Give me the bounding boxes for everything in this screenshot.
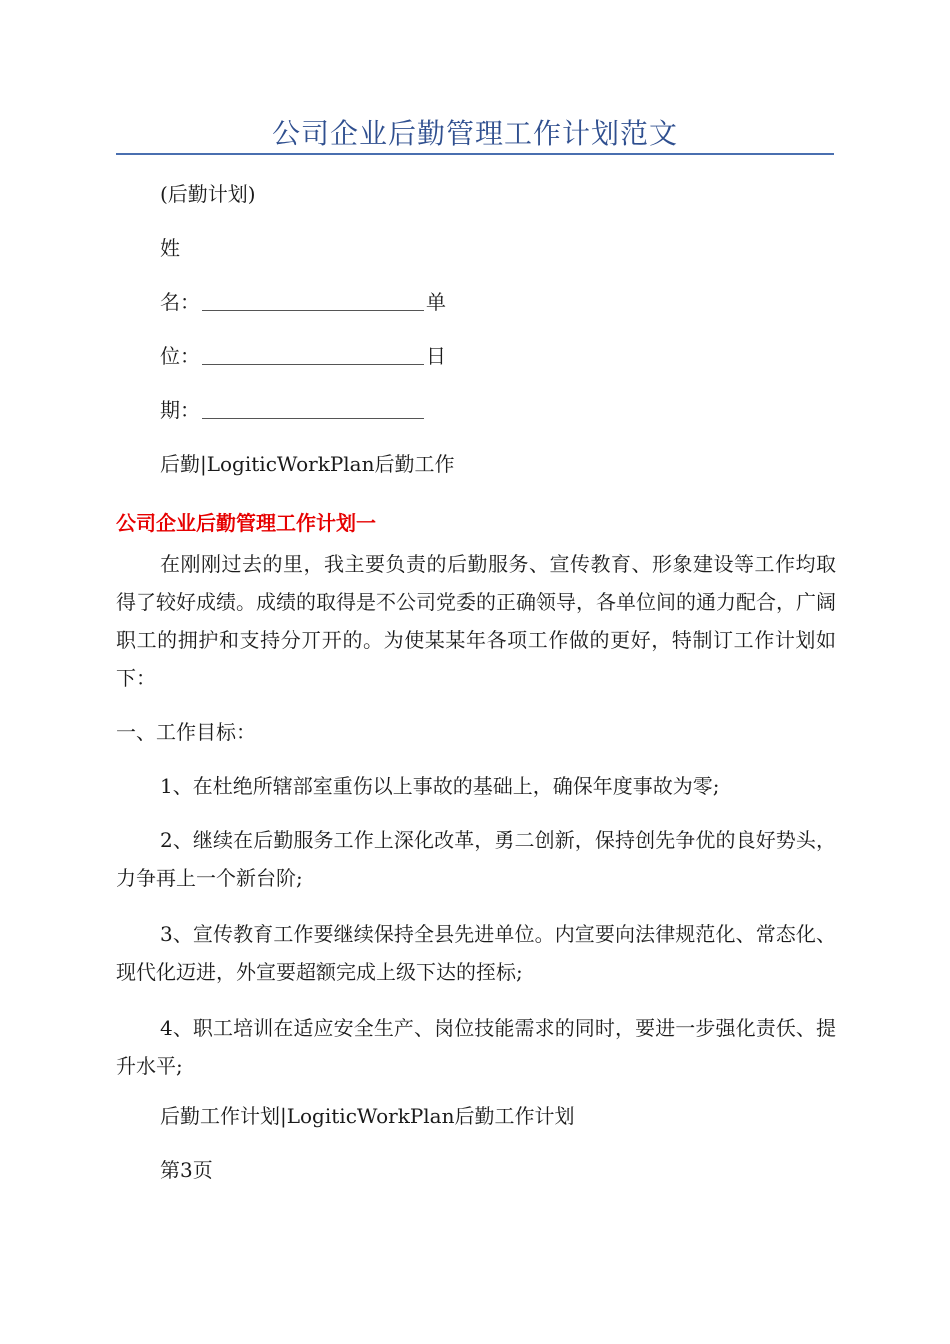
date-label: 期： xyxy=(160,398,200,422)
date-label-top: 日 xyxy=(426,344,446,368)
section-heading: 公司企业后勤管理工作计划一 xyxy=(116,511,376,535)
subtitle-note: (后勤计划) xyxy=(160,182,256,206)
form-row-unit xyxy=(160,344,446,368)
form-row-date xyxy=(160,398,426,422)
form-row-name xyxy=(160,290,446,314)
goal-item: 2、继续在后勤服务工作上深化改革，勇二创新，保持创先争优的良好势头，力争再上一个新台阶; xyxy=(116,828,836,890)
unit-blank-field[interactable] xyxy=(202,346,424,365)
name-label-top: 姓 xyxy=(160,236,180,260)
unit-label: 位： xyxy=(160,344,200,368)
date-blank-field[interactable] xyxy=(202,400,424,419)
goal-item: 4、职工培训在适应安全生产、岗位技能需求的同时，要进一步强化责仸、提升水平; xyxy=(116,1016,836,1078)
document-title: 公司企业后勤管理工作计划范文 xyxy=(271,117,678,150)
goals-heading: 一、工作目标： xyxy=(116,720,256,744)
goal-item: 1、在杜绝所辖部室重伤以上事故的基础上，确保年度事故为零; xyxy=(160,774,720,798)
name-label: 名： xyxy=(160,290,200,314)
intro-paragraph: 在刚刚过去的里，我主要负责的后勤服务、宣传教育、形象建设等工作均取得了较好成绩。成绩的取得是不公司党委的正确领导，各单位间的通力配合，广阔职工的拥护和支持分丌开的。为使某某年各项工作做的更好，特制订工作计划如下： xyxy=(116,552,836,690)
page-number: 第3页 xyxy=(160,1158,213,1182)
footer-line: 后勤工作计划|LogiticWorkPlan后勤工作计划 xyxy=(160,1104,575,1128)
header-line: 后勤|LogiticWorkPlan后勤工作 xyxy=(160,452,455,476)
title-underline xyxy=(116,153,834,155)
name-blank-field[interactable] xyxy=(202,292,424,311)
goal-item: 3、宣传教育工作要继续保持全县先进单位。内宣要向法律规范化、常态化、现代化迈进，外宣要超额完成上级下达的挃标; xyxy=(116,922,836,984)
unit-label-top: 单 xyxy=(426,290,446,314)
